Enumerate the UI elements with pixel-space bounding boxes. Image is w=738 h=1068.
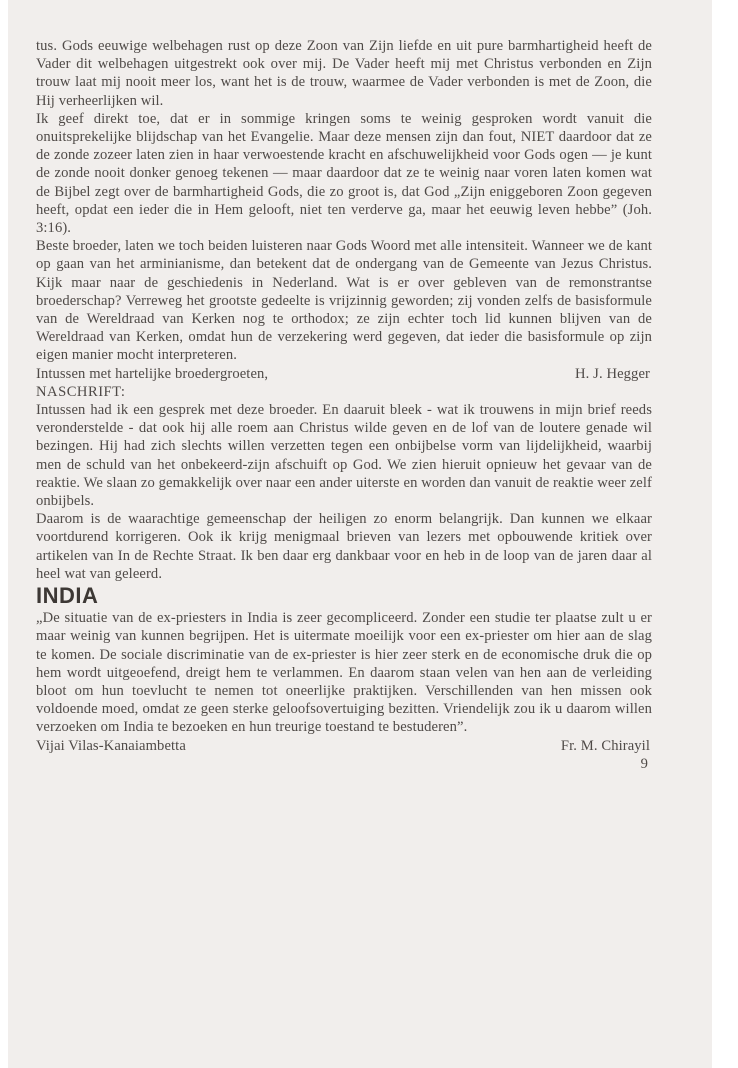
letter-signature: H. J. Hegger [575,365,650,382]
page-number: 9 [640,755,648,772]
letter-closing: Intussen met hartelijke broedergroeten, [36,365,269,382]
letter-paragraph: Ik geef direkt toe, dat er in sommige kringen soms te weinig gesproken wordt vanuit die onuitsprekelijke blijdschap van het Evangelie. Maar deze mensen zijn dan fout, NIET daardoor dat ze de zonde zozeer laten zien in haar verwoestende kracht en afschuwelijkheid voor Gods ogen — je kunt de zonde nooit donker genoeg tekenen — maar daardoor dat ze te weinig naar voren laten komen wat de Bijbel zegt over de barmhartigheid Gods, die zo groot is, dat God „Zijn eniggeboren Zoon gegeven heeft, opdat een ieder die in Hem gelooft, niet ten verderve ga, maar het eeuwig leven hebbe” (Joh. 3:16). [36,110,652,237]
document-page [8,0,712,1068]
postscript-section [36,383,652,583]
india-signature-line [36,737,652,755]
postscript-paragraph: Intussen had ik een gesprek met deze broeder. En daaruit bleek - wat ik trouwens in mijn brief reeds veronderstelde - dat ook hij alle roem aan Christus wilde geven en de lof van de loutere genade wil bezingen. Hij had zich slechts willen verzetten tegen een onbijbelse vorm van lijdelijkheid, waarbij men de schuld van het onbekeerd-zijn afschuift op God. We zien hieruit opnieuw het gevaar van de reaktie. We slaan zo gemakkelijk over naar een ander uiterste en worden dan vanuit de reaktie weer zelf onbijbels. [36,402,652,510]
page-content [36,37,652,773]
postscript-paragraph: Daarom is de waarachtige gemeenschap der heiligen zo enorm belangrijk. Dan kunnen we elkaar voortdurend korrigeren. Ook ik krijg menigmaal brieven van lezers met opbouwende kritiek over artikelen van In de Rechte Straat. Ik ben daar erg dankbaar voor en heb in de loop van de jaren daar al heel wat van geleerd. [36,511,652,582]
letter-paragraph: Beste broeder, laten we toch beiden luisteren naar Gods Woord met alle intensiteit. Wanneer we de kant op gaan van het arminianisme, dan betekent dat de ondergang van de Gemeente van Jezus Christus. Kijk maar naar de geschiedenis in Nederland. Wat is er over gebleven van de remonstrantse broederschap? Verreweg het grootste gedeelte is vrijzinnig geworden; zij vonden zelfs de basisformule van de Wereldraad van Kerken nog te orthodox; ze zijn echter toch lid kunnen blijven van de Wereldraad van Kerken, omdat hun de verzekering werd gegeven, dat ieder die basisformule op zijn eigen manier mocht interpreteren. [36,238,652,364]
india-paragraph: „De situatie van de ex-priesters in India is zeer gecompliceerd. Zonder een studie ter plaatse zult u er maar weinig van kunnen begrijpen. Het is uitermate moeilijk voor een ex-priester om hier aan de slag te komen. De sociale discriminatie van de ex-priester is hier zeer sterk en de economische druk die op hem wordt uitgeoefend, dreigt hem te verlammen. En daarom staan velen van hen aan de verleiding bloot om hun toevlucht te nemen tot oneerlijke praktijken. Verschillenden van hen missen ook voldoende moed, omdat ze geen sterke geloofsovertuiging bezitten. Vriendelijk zou ik u daarom willen verzoeken om India te bezoeken en hun treurige toestand te bestuderen”. [36,610,652,736]
india-heading: INDIA [36,583,99,609]
india-author: Fr. M. Chirayil [560,737,650,754]
letter-section [36,37,652,383]
india-place: Vijai Vilas-Kanaiambetta [36,737,186,754]
letter-closing-line [36,365,652,383]
postscript-heading: NASCHRIFT: [36,383,126,400]
india-section [36,583,652,755]
letter-paragraph: tus. Gods eeuwige welbehagen rust op deze Zoon van Zijn liefde en uit pure barmhartigheid heeft de Vader dit welbehagen uitgestrekt ook over mij. De Vader heeft mij met Christus verbonden en Zijn trouw laat mij nooit meer los, want het is de trouw, waarmee de Vader verbonden is met de Zoon, die Hij verheerlijken wil. [36,38,652,109]
